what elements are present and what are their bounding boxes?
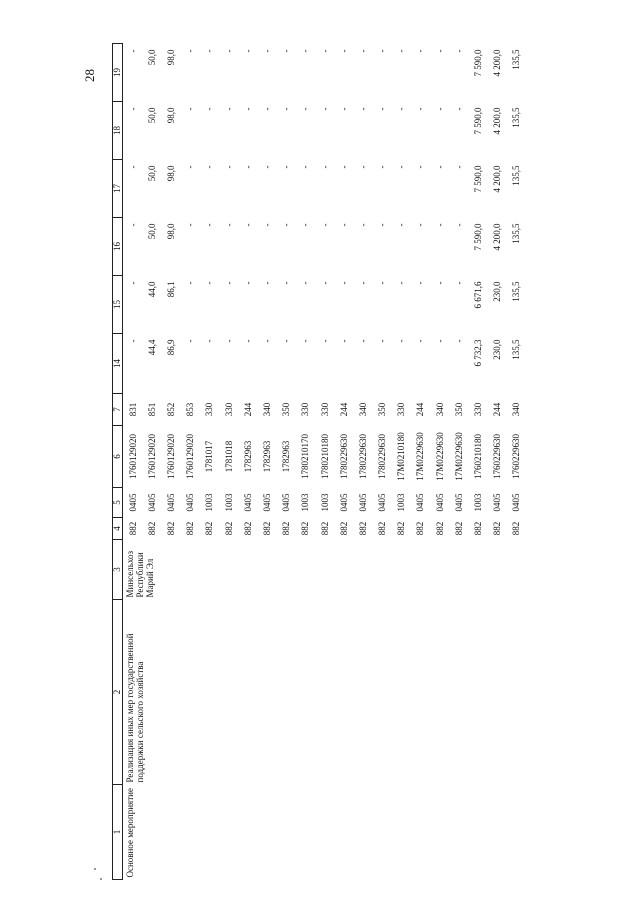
cell-c5: 1003 bbox=[300, 493, 311, 512]
cell-c14: - bbox=[300, 339, 311, 343]
cell-c4: 882 bbox=[204, 521, 215, 536]
cell-c15: - bbox=[453, 281, 464, 285]
cell-c4: 882 bbox=[223, 521, 234, 536]
cell-c16: - bbox=[377, 223, 388, 227]
cell-c18: - bbox=[453, 107, 464, 111]
cell-c5: 0405 bbox=[338, 493, 349, 512]
cell-c17: - bbox=[300, 165, 311, 169]
cell-c5: 0405 bbox=[281, 493, 292, 512]
cell-c16: 7 590,0 bbox=[473, 223, 483, 251]
cell-c6: 1782963 bbox=[242, 440, 253, 473]
cell-c14: - bbox=[377, 339, 388, 343]
cell-c15: - bbox=[319, 281, 330, 285]
cell-c17: - bbox=[338, 165, 349, 169]
cell-c6: 1780229630 bbox=[357, 434, 368, 479]
cell-c14: - bbox=[396, 339, 407, 343]
header-cell: 4 bbox=[112, 518, 123, 540]
header-cell: 5 bbox=[112, 488, 123, 518]
cell-c17: - bbox=[357, 165, 368, 169]
cell-c16: - bbox=[415, 223, 426, 227]
page-number: 28 bbox=[82, 69, 97, 82]
header-cell: 16 bbox=[112, 218, 123, 276]
cell-c15: - bbox=[338, 281, 349, 285]
cell-c5: 0405 bbox=[453, 493, 464, 512]
cell-c15: 44,0 bbox=[146, 281, 157, 298]
cell-c5: 0405 bbox=[377, 493, 388, 512]
cell-c5: 0405 bbox=[242, 493, 253, 512]
cell-c7: 350 bbox=[453, 402, 464, 417]
cell-c6: 1780229630 bbox=[377, 434, 388, 479]
cell-c7: 330 bbox=[319, 402, 330, 417]
header-cell: 1 bbox=[112, 785, 123, 880]
cell-c16: - bbox=[338, 223, 349, 227]
cell-c16: - bbox=[300, 223, 311, 227]
cell-c19: - bbox=[434, 49, 445, 53]
cell-c16: - bbox=[127, 223, 138, 227]
cell-c6: 1782963 bbox=[281, 440, 292, 473]
cell-c7: 330 bbox=[473, 402, 483, 417]
cell-c18: - bbox=[127, 107, 138, 111]
table-body bbox=[123, 44, 526, 880]
cell-c16: 50,0 bbox=[146, 223, 157, 240]
cell-c5: 1003 bbox=[319, 493, 330, 512]
cell-c5: 0405 bbox=[434, 493, 445, 512]
cell-c7: 244 bbox=[242, 402, 253, 417]
cell-c19: 7 590,0 bbox=[473, 49, 483, 77]
cell-c16: - bbox=[261, 223, 272, 227]
group-col3: Минсельхоз Республики Марий Эл bbox=[125, 550, 156, 598]
cell-c15: - bbox=[434, 281, 445, 285]
cell-c5: 0405 bbox=[146, 493, 157, 512]
cell-c16: - bbox=[357, 223, 368, 227]
cell-c17: - bbox=[453, 165, 464, 169]
cell-c5: 0405 bbox=[511, 493, 522, 512]
budget-table bbox=[112, 43, 526, 880]
cell-c15: - bbox=[261, 281, 272, 285]
cell-c4: 882 bbox=[511, 521, 522, 536]
cell-c19: - bbox=[415, 49, 426, 53]
cell-c17: - bbox=[127, 165, 138, 169]
cell-c19: - bbox=[242, 49, 253, 53]
cell-c7: 330 bbox=[396, 402, 407, 417]
cell-c14: 230,0 bbox=[492, 339, 503, 360]
cell-c4: 882 bbox=[415, 521, 426, 536]
cell-c14: - bbox=[434, 339, 445, 343]
cell-c19: - bbox=[319, 49, 330, 53]
cell-c18: 7 590,0 bbox=[473, 107, 483, 135]
table-top-rule bbox=[112, 44, 113, 880]
cell-c15: 6 671,6 bbox=[473, 281, 483, 309]
cell-c14: - bbox=[357, 339, 368, 343]
cell-c4: 882 bbox=[473, 521, 483, 536]
cell-c7: 350 bbox=[281, 402, 292, 417]
cell-c4: 882 bbox=[453, 521, 464, 536]
cell-c18: - bbox=[338, 107, 349, 111]
cell-c4: 882 bbox=[338, 521, 349, 536]
cell-c7: 244 bbox=[338, 402, 349, 417]
cell-c15: - bbox=[396, 281, 407, 285]
cell-c6: 1760129020 bbox=[166, 434, 176, 479]
cell-c14: - bbox=[223, 339, 234, 343]
cell-c6: 17М0229630 bbox=[434, 432, 445, 481]
cell-c16: - bbox=[434, 223, 445, 227]
cell-c16: - bbox=[281, 223, 292, 227]
cell-c19: - bbox=[300, 49, 311, 53]
cell-c17: 50,0 bbox=[146, 165, 157, 182]
rotated-table-container bbox=[112, 44, 532, 880]
cell-c17: 98,0 bbox=[166, 165, 176, 182]
cell-c19: - bbox=[357, 49, 368, 53]
cell-c15: - bbox=[185, 281, 196, 285]
cell-c17: - bbox=[242, 165, 253, 169]
cell-c18: - bbox=[415, 107, 426, 111]
cell-c14: - bbox=[415, 339, 426, 343]
cell-c15: - bbox=[223, 281, 234, 285]
cell-c4: 882 bbox=[242, 521, 253, 536]
cell-c16: 98,0 bbox=[166, 223, 176, 240]
cell-c5: 0405 bbox=[166, 493, 176, 512]
cell-c17: - bbox=[185, 165, 196, 169]
cell-c18: - bbox=[223, 107, 234, 111]
cell-c15: 230,0 bbox=[492, 281, 503, 302]
cell-c6: 1781018 bbox=[223, 440, 234, 473]
cell-c18: 4 200,0 bbox=[492, 107, 503, 135]
header-cell: 19 bbox=[112, 44, 123, 102]
cell-c17: - bbox=[415, 165, 426, 169]
cell-c18: - bbox=[319, 107, 330, 111]
cell-c17: - bbox=[319, 165, 330, 169]
cell-c7: 831 bbox=[127, 402, 138, 417]
cell-c18: 50,0 bbox=[146, 107, 157, 124]
cell-c7: 244 bbox=[492, 402, 503, 417]
cell-c15: - bbox=[415, 281, 426, 285]
cell-c18: - bbox=[281, 107, 292, 111]
cell-c6: 1760129020 bbox=[185, 434, 196, 479]
cell-c6: 1780210180 bbox=[319, 434, 330, 479]
table-row bbox=[123, 44, 143, 880]
cell-c18: - bbox=[396, 107, 407, 111]
cell-c7: 851 bbox=[146, 402, 157, 417]
cell-c17: - bbox=[281, 165, 292, 169]
cell-c4: 882 bbox=[146, 521, 157, 536]
cell-c4: 882 bbox=[396, 521, 407, 536]
cell-c14: - bbox=[453, 339, 464, 343]
cell-c19: - bbox=[281, 49, 292, 53]
cell-c4: 882 bbox=[492, 521, 503, 536]
cell-c7: 330 bbox=[300, 402, 311, 417]
cell-c14: - bbox=[242, 339, 253, 343]
cell-c5: 1003 bbox=[396, 493, 407, 512]
cell-c5: 0405 bbox=[357, 493, 368, 512]
cell-c6: 1760129020 bbox=[146, 434, 157, 479]
cell-c17: 4 200,0 bbox=[492, 165, 503, 193]
group-col1: Основное мероприятие bbox=[125, 788, 136, 878]
cell-c6: 1760229630 bbox=[511, 434, 522, 479]
cell-c16: - bbox=[453, 223, 464, 227]
header-cell: 6 bbox=[112, 426, 123, 488]
cell-c7: 340 bbox=[357, 402, 368, 417]
cell-c5: 0405 bbox=[492, 493, 503, 512]
cell-c4: 882 bbox=[300, 521, 311, 536]
cell-c5: 0405 bbox=[185, 493, 196, 512]
cell-c15: - bbox=[300, 281, 311, 285]
cell-c7: 340 bbox=[511, 402, 522, 417]
cell-c18: - bbox=[300, 107, 311, 111]
cell-c7: 340 bbox=[261, 402, 272, 417]
cell-c7: 340 bbox=[434, 402, 445, 417]
cell-c14: - bbox=[338, 339, 349, 343]
cell-c14: 86,9 bbox=[166, 339, 176, 356]
cell-c15: - bbox=[377, 281, 388, 285]
cell-c7: 330 bbox=[223, 402, 234, 417]
cell-c4: 882 bbox=[377, 521, 388, 536]
cell-c14: 6 732,3 bbox=[473, 339, 483, 367]
cell-c14: - bbox=[261, 339, 272, 343]
cell-c4: 882 bbox=[319, 521, 330, 536]
scan-speck bbox=[100, 878, 102, 880]
cell-c4: 882 bbox=[185, 521, 196, 536]
scan-speck bbox=[94, 868, 96, 870]
cell-c14: - bbox=[204, 339, 215, 343]
header-cell: 2 bbox=[112, 600, 123, 785]
cell-c19: 135,5 bbox=[511, 49, 522, 70]
cell-c17: 7 590,0 bbox=[473, 165, 483, 193]
cell-c16: 135,5 bbox=[511, 223, 522, 244]
cell-c7: 350 bbox=[377, 402, 388, 417]
cell-c6: 17М0229630 bbox=[453, 432, 464, 481]
cell-c7: 330 bbox=[204, 402, 215, 417]
cell-c15: - bbox=[281, 281, 292, 285]
cell-c6: 1760229630 bbox=[492, 434, 503, 479]
cell-c17: 135,5 bbox=[511, 165, 522, 186]
cell-c4: 882 bbox=[127, 521, 138, 536]
cell-c4: 882 bbox=[281, 521, 292, 536]
cell-c14: - bbox=[281, 339, 292, 343]
header-cell: 17 bbox=[112, 160, 123, 218]
cell-c19: - bbox=[261, 49, 272, 53]
cell-c19: - bbox=[223, 49, 234, 53]
cell-c15: - bbox=[242, 281, 253, 285]
cell-c16: - bbox=[223, 223, 234, 227]
cell-c6: 1782963 bbox=[261, 440, 272, 473]
cell-c17: - bbox=[377, 165, 388, 169]
cell-c14: - bbox=[319, 339, 330, 343]
cell-c18: 135,5 bbox=[511, 107, 522, 128]
cell-c18: - bbox=[242, 107, 253, 111]
cell-c19: - bbox=[377, 49, 388, 53]
cell-c18: - bbox=[377, 107, 388, 111]
cell-c6: 1781017 bbox=[204, 440, 215, 473]
cell-c19: 4 200,0 bbox=[492, 49, 503, 77]
cell-c16: - bbox=[319, 223, 330, 227]
cell-c14: - bbox=[185, 339, 196, 343]
cell-c7: 853 bbox=[185, 402, 196, 417]
cell-c17: - bbox=[396, 165, 407, 169]
cell-c15: - bbox=[357, 281, 368, 285]
cell-c4: 882 bbox=[434, 521, 445, 536]
cell-c16: - bbox=[396, 223, 407, 227]
cell-c19: - bbox=[204, 49, 215, 53]
cell-c18: - bbox=[434, 107, 445, 111]
cell-c6: 1780210170 bbox=[300, 434, 311, 479]
cell-c5: 1003 bbox=[223, 493, 234, 512]
cell-c19: 98,0 bbox=[166, 49, 176, 66]
cell-c19: - bbox=[338, 49, 349, 53]
cell-c7: 244 bbox=[415, 402, 426, 417]
header-cell: 7 bbox=[112, 394, 123, 426]
cell-c18: - bbox=[261, 107, 272, 111]
cell-c18: 98,0 bbox=[166, 107, 176, 124]
cell-c18: - bbox=[204, 107, 215, 111]
cell-c15: 135,5 bbox=[511, 281, 522, 302]
cell-c17: - bbox=[261, 165, 272, 169]
group-col2: Реализация иных мер государственной поддержки сельского хозяйства bbox=[125, 633, 146, 783]
cell-c16: - bbox=[204, 223, 215, 227]
cell-c19: - bbox=[453, 49, 464, 53]
cell-c17: - bbox=[204, 165, 215, 169]
header-cell: 14 bbox=[112, 334, 123, 394]
header-cell: 15 bbox=[112, 276, 123, 334]
cell-c4: 882 bbox=[261, 521, 272, 536]
cell-c5: 1003 bbox=[473, 493, 483, 512]
cell-c15: - bbox=[127, 281, 138, 285]
cell-c4: 882 bbox=[357, 521, 368, 536]
cell-c4: 882 bbox=[166, 521, 176, 536]
header-row bbox=[112, 44, 123, 880]
cell-c16: - bbox=[185, 223, 196, 227]
cell-c7: 852 bbox=[166, 402, 176, 417]
header-cell: 18 bbox=[112, 102, 123, 160]
cell-c6: 17М0229630 bbox=[415, 432, 426, 481]
cell-c15: - bbox=[204, 281, 215, 285]
cell-c5: 0405 bbox=[261, 493, 272, 512]
cell-c15: 86,1 bbox=[166, 281, 176, 298]
cell-c5: 0405 bbox=[127, 493, 138, 512]
header-cell: 3 bbox=[112, 540, 123, 600]
cell-c17: - bbox=[223, 165, 234, 169]
cell-c18: - bbox=[185, 107, 196, 111]
cell-c19: - bbox=[127, 49, 138, 53]
cell-c6: 1780229630 bbox=[338, 434, 349, 479]
cell-c19: - bbox=[396, 49, 407, 53]
cell-c19: 50,0 bbox=[146, 49, 157, 66]
cell-c16: 4 200,0 bbox=[492, 223, 503, 251]
cell-c17: - bbox=[434, 165, 445, 169]
cell-c5: 0405 bbox=[415, 493, 426, 512]
cell-c18: - bbox=[357, 107, 368, 111]
cell-c14: 44,4 bbox=[146, 339, 157, 356]
cell-c19: - bbox=[185, 49, 196, 53]
cell-c14: - bbox=[127, 339, 138, 343]
cell-c6: 17М0210180 bbox=[396, 432, 407, 481]
cell-c5: 1003 bbox=[204, 493, 215, 512]
cell-c16: - bbox=[242, 223, 253, 227]
cell-c6: 1760210180 bbox=[473, 434, 483, 479]
cell-c14: 135,5 bbox=[511, 339, 522, 360]
cell-c6: 1760129020 bbox=[127, 434, 138, 479]
